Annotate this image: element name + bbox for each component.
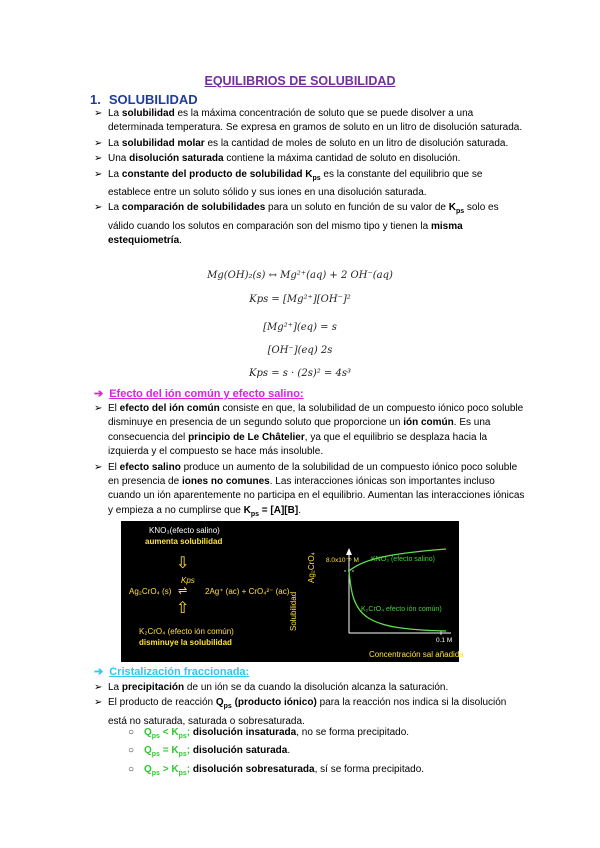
section-heading-solubilidad [90,92,198,107]
bullet-arrow-icon: ➢ [94,461,103,473]
figure-bottom-effect: disminuye la solubilidad [139,638,232,647]
circle-bullet-icon: ○ [128,763,135,775]
y-axis-label: Solubilidad [289,591,298,631]
curve-salt-effect [349,549,446,571]
y-axis-species: Ag₂CrO₄ [307,552,316,583]
bullet-list-2 [94,402,526,522]
x-tick-label: 0.1 M [436,637,453,644]
list-item: ○ $Q_{ps} > K_{ps}$; disolución sobresaturada, sí se forma precipitado. [128,763,425,777]
arrow-right-icon: ➔ [94,666,104,678]
figure-bottom-label: K₂CrO₄ (efecto ión común) [139,627,234,636]
heading-cristalizacion: ➔ Cristalización fraccionada: [94,666,250,678]
equation-dissociation: Mg(OH)₂(s) ↔ Mg²⁺(aq) + 2 OH⁻(aq) [207,270,393,281]
bullet-arrow-icon: ➢ [94,697,103,709]
equation-kps: Kps = [Mg²⁺][OH⁻]² [249,294,351,305]
x-axis-label: Concentración sal añadida [369,650,464,659]
saturation-conditions [128,726,424,781]
equation-oh-eq: [OH⁻](eq) 2s [267,345,333,356]
section-title: SOLUBILIDAD [108,92,198,107]
list-item: ➢ El efecto del ión común consiste en que, la solubilidad de un compuesto iónico poco soluble disminuye en presencia de un segundo soluto que proporcione un ión común. Es una consecuencia del principio de Le Châtelier, ya que el equilibrio se desplaza hacia la izquierda y el compuesto se hace más insoluble. [94,403,524,458]
bullet-arrow-icon: ➢ [94,108,103,119]
figure-top-label: KNO₃(efecto salino) [149,526,220,535]
bullet-arrow-icon: ➢ [94,137,103,149]
bullet-list-3 [94,681,526,729]
reaction-k: Kps [181,576,195,585]
bullet-arrow-icon: ➢ [94,168,103,180]
bullet-arrow-icon: ➢ [94,682,103,693]
curve-lower-label: K₂CrO₄ efecto ión común) [361,606,442,613]
equation-mg-eq: [Mg²⁺](eq) = s [263,322,337,333]
list-item: ➢ El efecto salino produce un aumento de la solubilidad de un compuesto iónico poco soluble en presencia de iones no comunes. Las interacciones iónicas son importantes incluso cuando un ión aparentemente no participa en el equilibrio. Aumentan las interacciones iónicas y empieza a no cumplirse que $K_{ps} = [A][B]$. [94,461,525,518]
list-item: ➢ El producto de reacción $Q_{ps}$ (producto iónico) para la reacción nos indica si la disolución está no saturada, saturada o sobresaturada. [94,697,507,727]
list-item: ○ $Q_{ps} < K_{ps}$; disolución insaturada, no se forma precipitado. [128,727,410,740]
circle-bullet-icon: ○ [128,745,135,757]
bullet-arrow-icon: ➢ [94,403,103,414]
circle-bullet-icon: ○ [128,727,135,738]
equation-kps-result: Kps = s · (2s)² = 4s³ [249,368,351,379]
curve-upper-label: KNO₃ (efecto salino) [371,556,435,563]
list-item: ➢ Una disolución saturada contiene la máxima cantidad de soluto en disolución. [94,152,526,166]
section-number: 1. [90,92,101,107]
reaction-right: 2Ag⁺ (ac) + CrO₄²⁻ (ac) [205,587,290,596]
solubility-figure [121,521,464,662]
list-item: ➢ La solubilidad molar es la cantidad de moles de soluto en un litro de disolución saturada. [94,137,526,151]
reaction-left: Ag₂CrO₄ (s) [129,587,172,596]
figure-top-effect: aumenta solubilidad [145,537,223,546]
bullet-arrow-icon: ➢ [94,202,103,214]
curve-common-ion [349,571,446,631]
arrow-up-icon: ⇧ [176,600,190,617]
solubility-plot [121,521,459,662]
equilibrium-arrows-icon: ⇌ [178,585,188,597]
list-item: ➢ La solubilidad es la máxima concentración de soluto que se puede disolver a una determinada temperatura. Se expresa en gramos de soluto en un litro de disolución saturada. [94,108,523,134]
list-item: ○ $Q_{ps} = K_{ps}$; disolución saturada. [128,745,291,759]
heading-ion-comun: ➔ Efecto del ión común y efecto salino: [94,388,304,400]
list-item: ➢ La comparación de solubilidades para un soluto en función de su valor de $K_{ps}$ solo es válido cuando los solutos en comparación son del mismo tipo y tienen la misma estequiometría. [94,202,499,247]
y-axis-arrow-icon [346,548,352,555]
bullet-list-1 [94,107,526,249]
bullet-arrow-icon: ➢ [94,153,103,165]
page-title: EQUILIBRIOS DE SOLUBILIDAD [204,74,396,88]
list-item: ➢ La precipitación de un ión se da cuando la disolución alcanza la saturación. [94,681,526,695]
arrow-right-icon: ➔ [94,388,104,400]
list-item: ➢ La constante del producto de solubilidad $K_{ps}$ es la constante del equilibrio que se establece entre un soluto sólido y sus iones en una disolución saturada. [94,168,483,199]
y-value-label: 8.0x10⁻⁵ M [326,557,359,564]
arrow-down-icon: ⇩ [176,555,190,572]
